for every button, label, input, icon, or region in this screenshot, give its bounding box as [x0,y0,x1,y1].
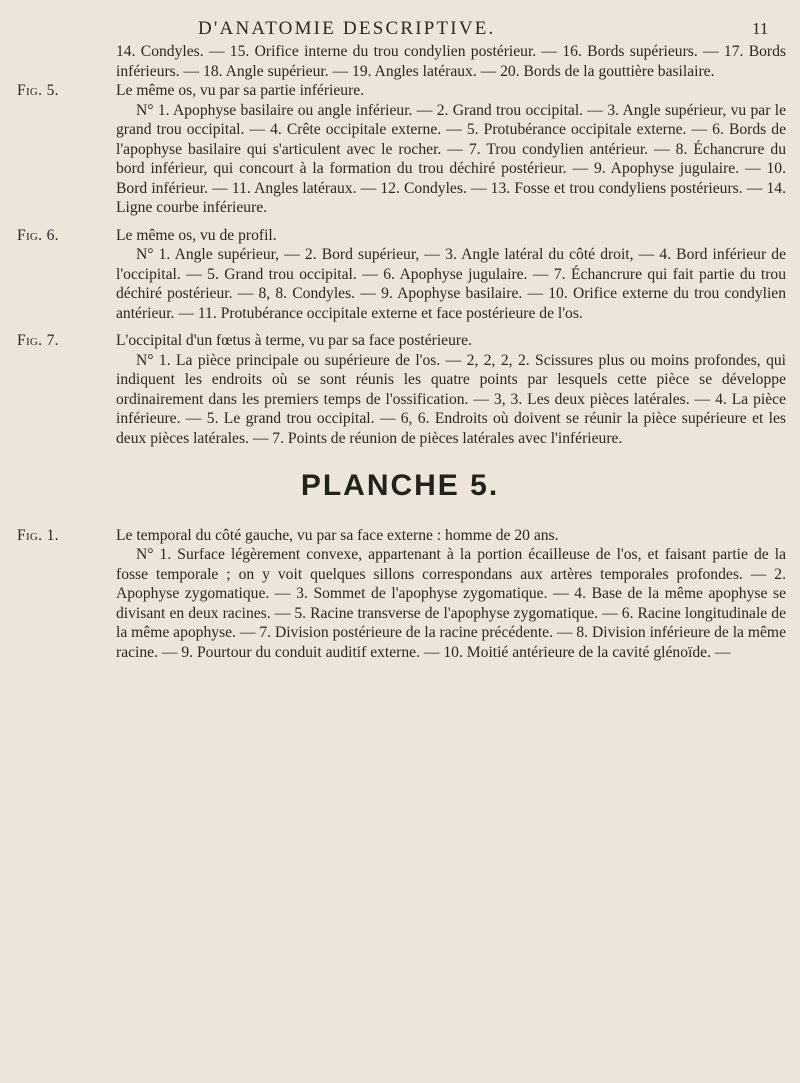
figure-legend: N° 1. Surface légèrement convexe, appartenant à la portion écailleuse de l'os, et faisant partie de la fosse temporale ; on y voit quelques sillons correspondans aux artères temporales profondes. — 2. Apophyse zygomatique. — 3. Sommet de l'apophyse zygomatique. — 4. Base de la même apophyse se divisant en deux racines. — 5. Racine transverse de l'apophyse zygomatique. — 6. Racine longitudinale de la même apophyse. — 7. Division postérieure de la racine précédente. — 8. Division inférieure de la même racine. — 9. Pourtour du conduit auditif externe. — 10. Moitié antérieure de la cavité glénoïde. — [116,546,786,661]
figure-label: Fig. 7. [17,332,59,349]
figure-entry-fig-7 [0,331,800,448]
continued-legend [0,42,800,81]
figure-label: Fig. 6. [17,226,59,244]
figure-entry-fig-5 [0,81,800,218]
running-head [0,18,800,42]
figure-legend: N° 1. La pièce principale ou supérieure de l'os. — 2, 2, 2, 2. Scissures plus ou moins profondes, qui indiquent les endroits où se sont réunis les quatre points par lesquels cette pièce se développe ordinairement dans les premiers temps de l'ossification. — 3, 3. Les deux pièces latérales. — 4. La pièce inférieure. — 5. Le grand trou occipital. — 6, 6. Endroits où doivent se réunir la pièce supérieure et les deux pièces latérales. — 7. Points de réunion de pièces latérales avec l'inférieure. [116,351,786,447]
plate-heading: PLANCHE 5. [300,469,500,502]
figure-caption: L'occipital d'un fœtus à terme, vu par sa face postérieure. [116,332,472,349]
figure-caption: Le temporal du côté gauche, vu par sa face externe : homme de 20 ans. [116,526,559,544]
figure-legend: N° 1. Angle supérieur, — 2. Bord supérieur, — 3. Angle latéral du côté droit, — 4. Bord inférieur de l'occipital. — 5. Grand trou occipital. — 6. Apophyse jugulaire. — 7. Échancrure qui fait partie du trou déchiré postérieur. — 8, 8. Condyles. — 9. Apophyse basilaire. — 10. Orifice externe du trou condylien antérieur. — 11. Protubérance occipitale externe et face postérieure de l'os. [116,246,786,322]
figure-caption: Le même os, vu de profil. [116,226,277,244]
figure-caption: Le même os, vu par sa partie inférieure. [116,82,365,99]
body-text [0,42,800,662]
figure-label: Fig. 5. [17,82,59,99]
figure-label: Fig. 1. [17,526,59,544]
running-title: D'ANATOMIE DESCRIPTIVE. [198,18,496,39]
figure-legend: N° 1. Apophyse basilaire ou angle inférieur. — 2. Grand trou occipital. — 3. Angle supérieur, vu par le grand trou occipital. — 4. Crête occipitale externe. — 5. Protubérance occipitale externe. — 6. Bords de l'apophyse basilaire qui s'articulent avec le rocher. — 7. Trou condylien antérieur. — 8. Échancrure du bord inférieur, qui concourt à la formation du trou déchiré postérieur. — 9. Apophyse jugulaire. — 10. Bord inférieur. — 11. Angles latéraux. — 12. Condyles. — 13. Fosse et trou condyliens postérieurs. — 14. Ligne courbe inférieure. [116,101,786,216]
continued-legend-text: 14. Condyles. — 15. Orifice interne du trou condylien postérieur. — 16. Bords supérieurs. — 17. Bords inférieurs. — 18. Angle supérieur. — 19. Angles latéraux. — 20. Bords de la gouttière basilaire. [116,43,786,80]
figure-entry-fig-1 [0,526,800,663]
page-number: 11 [752,19,769,38]
figure-entry-fig-6 [0,226,800,324]
